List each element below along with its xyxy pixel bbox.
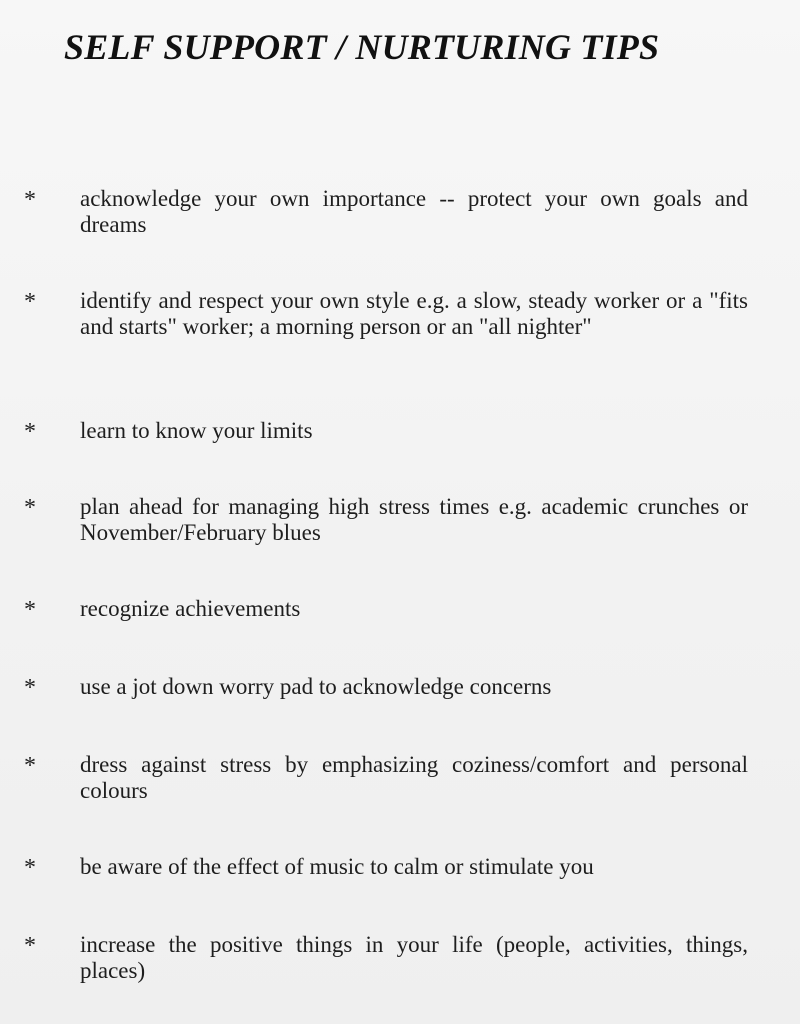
bullet-asterisk: * xyxy=(24,187,36,213)
tip-text: learn to know your limits xyxy=(80,418,313,443)
tip-text: use a jot down worry pad to acknowledge concerns xyxy=(80,674,552,699)
bullet-asterisk: * xyxy=(24,855,36,881)
bullet-asterisk: * xyxy=(24,495,36,521)
tip-text: plan ahead for managing high stress times e.g. academic crunches or November/February blues xyxy=(80,494,748,545)
bullet-asterisk: * xyxy=(24,933,36,959)
tip-text: identify and respect your own style e.g. a slow, steady worker or a "fits and starts" worker; a morning person or an "all nighter" xyxy=(80,288,748,339)
tip-text: dress against stress by emphasizing coziness/comfort and personal colours xyxy=(80,752,748,803)
bullet-asterisk: * xyxy=(24,597,36,623)
bullet-asterisk: * xyxy=(24,289,36,315)
bullet-asterisk: * xyxy=(24,419,36,445)
tip-text: be aware of the effect of music to calm or stimulate you xyxy=(80,854,594,879)
bullet-asterisk: * xyxy=(24,753,36,779)
tip-text: acknowledge your own importance -- protect your own goals and dreams xyxy=(80,186,748,237)
bullet-asterisk: * xyxy=(24,675,36,701)
page-title: SELF SUPPORT / NURTURING TIPS xyxy=(64,27,660,67)
tip-text: recognize achievements xyxy=(80,596,301,621)
tip-text: increase the positive things in your life (people, activities, things, places) xyxy=(80,932,748,983)
